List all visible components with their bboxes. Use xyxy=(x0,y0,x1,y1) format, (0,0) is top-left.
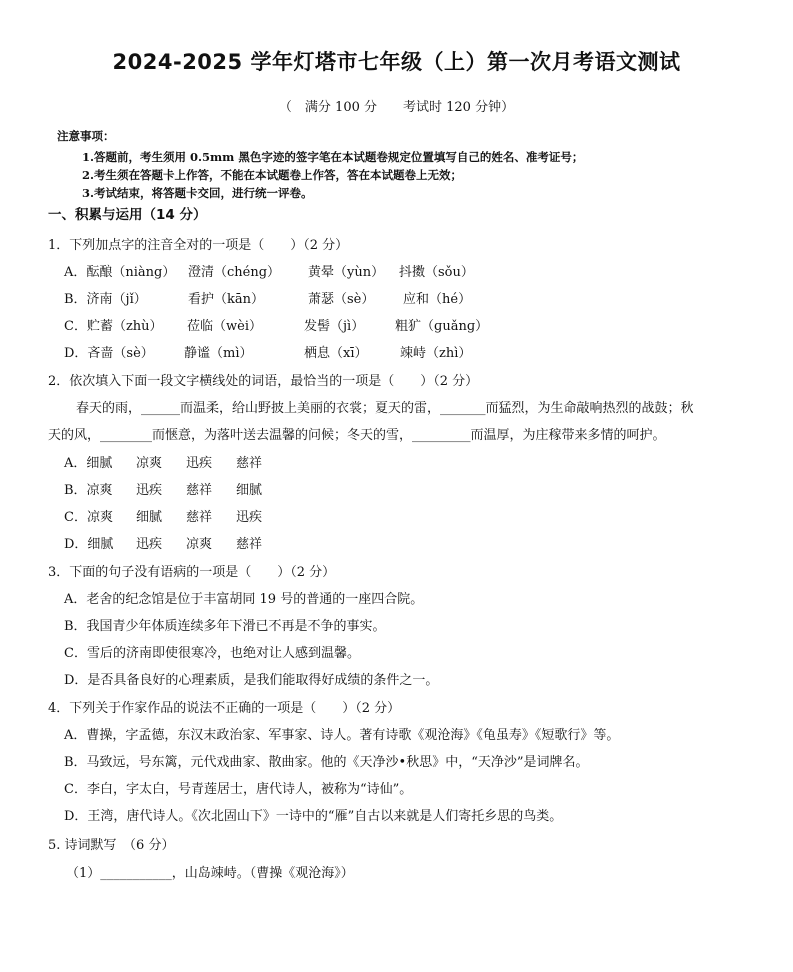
q3-option-a: A．老舍的纪念馆是位于丰富胡同 19 号的普通的一座四合院。 xyxy=(64,592,424,607)
q2-option-a xyxy=(64,452,262,471)
q4-option-c: C．李白，字太白，号青莲居士，唐代诗人，被称为“诗仙”。 xyxy=(64,782,413,797)
q2-passage-line-2: 天的风，________而惬意，为落叶送去温馨的问候；冬天的雪，_________而温厚，为庄稼带来多情的呵护。 xyxy=(48,428,666,443)
q2-a-1: A．细腻 xyxy=(64,456,113,471)
question-1-stem: 1．下列加点字的注音全对的一项是（ ）（2 分） xyxy=(48,238,349,253)
q2-d-4: 慈祥 xyxy=(236,537,263,552)
notes-heading: 注意事项： xyxy=(57,129,115,143)
note-item-1: 1.答题前，考生须用 0.5mm 黑色字迹的签字笔在本试题卷规定位置填写自己的姓名、准考证号； xyxy=(82,150,584,164)
q2-option-d xyxy=(64,533,262,552)
q1-a-1: A．酝酿（niàng） xyxy=(64,265,176,280)
q2-b-3: 慈祥 xyxy=(186,483,213,498)
question-2-stem: 2．依次填入下面一段文字横线处的词语，最恰当的一项是（ ）（2 分） xyxy=(48,374,479,389)
q1-option-a xyxy=(64,261,474,280)
q3-option-c: C．雪后的济南即使很寒冷，也绝对让人感到温馨。 xyxy=(64,646,360,661)
q2-d-1: D．细腻 xyxy=(64,537,114,552)
q1-b-3: 萧瑟（sè） xyxy=(308,292,375,307)
q4-option-d: D．王湾，唐代诗人。《次北固山下》一诗中的“雁”自古以来就是人们寄托乡思的鸟类。 xyxy=(64,809,563,824)
q1-d-3: 栖息（xī） xyxy=(304,346,368,361)
q1-option-b xyxy=(64,288,471,307)
q1-c-4: 粗犷（ɡuǎnɡ） xyxy=(395,319,489,334)
q1-a-2: 澄清（chéng） xyxy=(188,265,281,280)
q3-option-d: D．是否具备良好的心理素质，是我们能取得好成绩的条件之一。 xyxy=(64,673,439,688)
q2-a-2: 凉爽 xyxy=(136,456,163,471)
q1-b-1: B．济南（jǐ） xyxy=(64,292,147,307)
q2-d-2: 迅疾 xyxy=(136,537,163,552)
note-item-3: 3.考试结束，将答题卡交回，进行统一评卷。 xyxy=(82,186,313,200)
q1-b-2: 看护（kān） xyxy=(188,292,265,307)
q1-a-3: 黄晕（yùn） xyxy=(308,265,385,280)
exam-subtitle: （ 满分 100 分 考试时 120 分钟） xyxy=(278,100,515,115)
q2-d-3: 凉爽 xyxy=(186,537,213,552)
q1-a-4: 抖擞（sǒu） xyxy=(399,265,474,280)
q4-option-a: A．曹操，字孟德，东汉末政治家、军事家、诗人。著有诗歌《观沧海》《龟虽寿》《短歌行》等。 xyxy=(64,728,620,743)
section-heading: 一、积累与运用（14 分） xyxy=(48,207,207,223)
note-item-2: 2.考生须在答题卡上作答，不能在本试题卷上作答，答在本试题卷上无效； xyxy=(82,168,463,182)
q1-option-c xyxy=(64,315,488,334)
q2-c-1: C．凉爽 xyxy=(64,510,113,525)
q1-d-1: D．吝啬（sè） xyxy=(64,346,154,361)
q2-a-3: 迅疾 xyxy=(186,456,213,471)
q1-c-2: 莅临（wèi） xyxy=(187,319,262,334)
q2-b-1: B．凉爽 xyxy=(64,483,113,498)
q2-option-c xyxy=(64,506,262,525)
q2-a-4: 慈祥 xyxy=(236,456,263,471)
q2-option-b xyxy=(64,479,262,498)
q2-c-3: 慈祥 xyxy=(186,510,213,525)
q2-c-4: 迅疾 xyxy=(236,510,263,525)
question-4-stem: 4．下列关于作家作品的说法不正确的一项是（ ）（2 分） xyxy=(48,701,401,716)
q2-b-2: 迅疾 xyxy=(136,483,163,498)
q1-option-d xyxy=(64,342,471,361)
q5-line-1: （1）___________，山岛竦峙。（曹操《观沧海》） xyxy=(66,866,354,881)
q2-passage-line-1: 春天的雨，______而温柔，给山野披上美丽的衣裳；夏天的雷，_______而猛烈，为生命敲响热烈的战鼓；秋 xyxy=(76,401,694,416)
q1-c-1: C．贮蓄（zhù） xyxy=(64,319,163,334)
question-5-stem: 5. 诗词默写 （6 分） xyxy=(48,838,175,853)
q2-b-4: 细腻 xyxy=(236,483,263,498)
page-title: 2024-2025 学年灯塔市七年级（上）第一次月考语文测试 xyxy=(112,50,681,74)
q1-b-4: 应和（hé） xyxy=(403,292,472,307)
q1-d-4: 竦峙（zhì） xyxy=(400,346,472,361)
q3-option-b: B．我国青少年体质连续多年下滑已不再是不争的事实。 xyxy=(64,619,386,634)
q1-d-2: 静谧（mì） xyxy=(184,346,253,361)
q1-c-3: 发髻（jì） xyxy=(304,319,365,334)
q2-c-2: 细腻 xyxy=(136,510,163,525)
q4-option-b: B．马致远，号东篱，元代戏曲家、散曲家。他的《天净沙•秋思》中，“天净沙”是词牌名。 xyxy=(64,755,589,770)
question-3-stem: 3．下面的句子没有语病的一项是（ ）（2 分） xyxy=(48,565,336,580)
